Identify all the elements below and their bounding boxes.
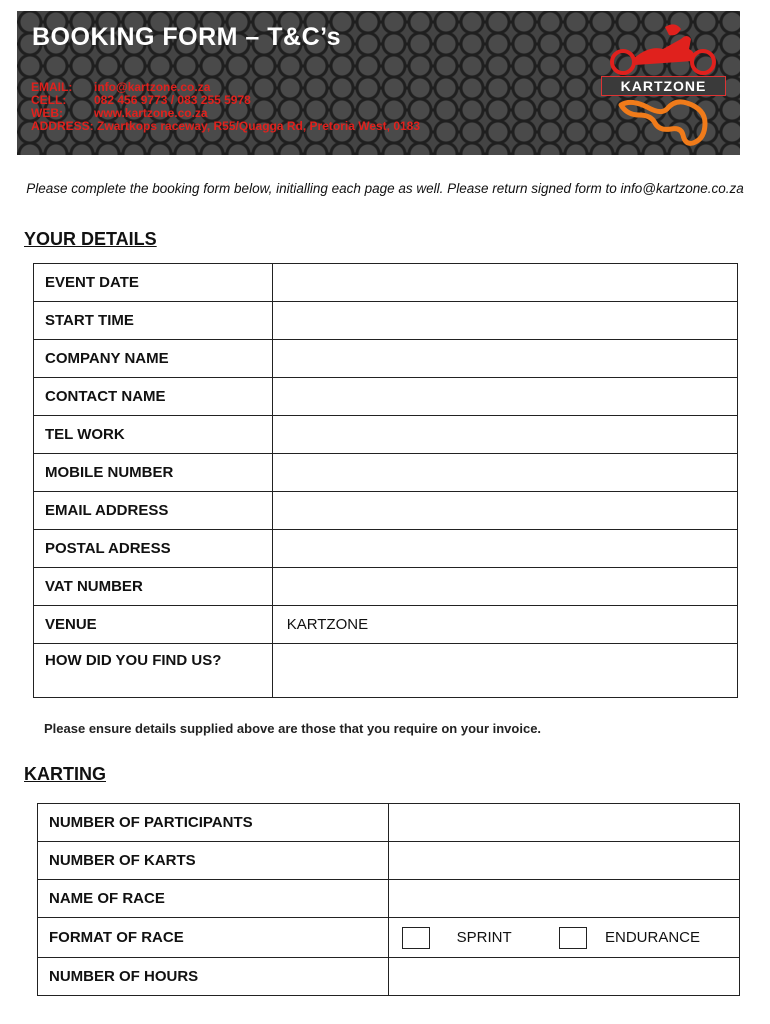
field-label: EMAIL ADDRESS [34, 492, 273, 530]
contact-value: info@kartzone.co.za [94, 80, 211, 94]
postal-address-input[interactable] [272, 530, 737, 568]
your-details-table [33, 263, 738, 698]
contact-label: ADDRESS: [31, 119, 94, 133]
field-label: HOW DID YOU FIND US? [34, 644, 273, 698]
event-date-input[interactable] [272, 264, 737, 302]
table-row [38, 842, 740, 880]
field-label: NUMBER OF PARTICIPANTS [38, 804, 389, 842]
contact-value: Zwartkops raceway, R55/Quagga Rd, Pretoria West, 0183 [97, 119, 421, 133]
table-row [34, 378, 738, 416]
field-label: TEL WORK [34, 416, 273, 454]
invoice-note: Please ensure details supplied above are those that you require on your invoice. [44, 721, 542, 736]
endurance-checkbox[interactable] [559, 927, 587, 949]
contact-label: WEB: [31, 106, 63, 120]
field-label: MOBILE NUMBER [34, 454, 273, 492]
karting-table [37, 803, 740, 996]
contact-address [31, 119, 420, 133]
header-banner [17, 11, 740, 155]
table-row [34, 606, 738, 644]
race-format-options [389, 918, 740, 958]
contact-label: EMAIL: [31, 80, 73, 94]
karts-input[interactable] [389, 842, 740, 880]
sprint-label: SPRINT [456, 929, 512, 946]
contact-email [31, 80, 210, 94]
table-row [38, 958, 740, 996]
table-row [38, 804, 740, 842]
intro-text: Please complete the booking form below, initialling each page as well. Please return signed form to info@kartzone.co.za [26, 181, 744, 196]
contact-name-input[interactable] [272, 378, 737, 416]
how-found-input[interactable] [272, 644, 737, 698]
field-label: EVENT DATE [34, 264, 273, 302]
table-row [34, 302, 738, 340]
your-details-heading: YOUR DETAILS [24, 229, 157, 249]
field-label: VENUE [34, 606, 273, 644]
logo-wordmark: KARTZONE [601, 76, 726, 96]
contact-label: CELL: [31, 93, 67, 107]
field-label: CONTACT NAME [34, 378, 273, 416]
table-row [34, 454, 738, 492]
karting-heading: KARTING [24, 764, 106, 784]
company-name-input[interactable] [272, 340, 737, 378]
mobile-number-input[interactable] [272, 454, 737, 492]
table-row [34, 492, 738, 530]
hours-input[interactable] [389, 958, 740, 996]
field-label: NUMBER OF HOURS [38, 958, 389, 996]
start-time-input[interactable] [272, 302, 737, 340]
sprint-checkbox[interactable] [402, 927, 430, 949]
race-name-input[interactable] [389, 880, 740, 918]
form-title: BOOKING FORM – T&C’s [32, 23, 342, 51]
field-label: POSTAL ADRESS [34, 530, 273, 568]
contact-web [31, 106, 208, 120]
table-row [34, 568, 738, 606]
endurance-label: ENDURANCE [604, 929, 700, 946]
table-row [34, 530, 738, 568]
venue-value[interactable]: KARTZONE [272, 606, 737, 644]
field-label: COMPANY NAME [34, 340, 273, 378]
contact-cell [31, 93, 251, 107]
tel-work-input[interactable] [272, 416, 737, 454]
table-row [34, 644, 738, 698]
email-address-input[interactable] [272, 492, 737, 530]
field-label: FORMAT OF RACE [38, 918, 389, 958]
participants-input[interactable] [389, 804, 740, 842]
table-row [38, 918, 740, 958]
table-row [38, 880, 740, 918]
kartzone-logo [601, 19, 726, 151]
table-row [34, 264, 738, 302]
contact-value: www.kartzone.co.za [94, 106, 208, 120]
field-label: VAT NUMBER [34, 568, 273, 606]
table-row [34, 416, 738, 454]
field-label: START TIME [34, 302, 273, 340]
contact-value: 082 456 9773 / 083 255 5978 [94, 93, 251, 107]
vat-number-input[interactable] [272, 568, 737, 606]
table-row [34, 340, 738, 378]
field-label: NAME OF RACE [38, 880, 389, 918]
field-label: NUMBER OF KARTS [38, 842, 389, 880]
